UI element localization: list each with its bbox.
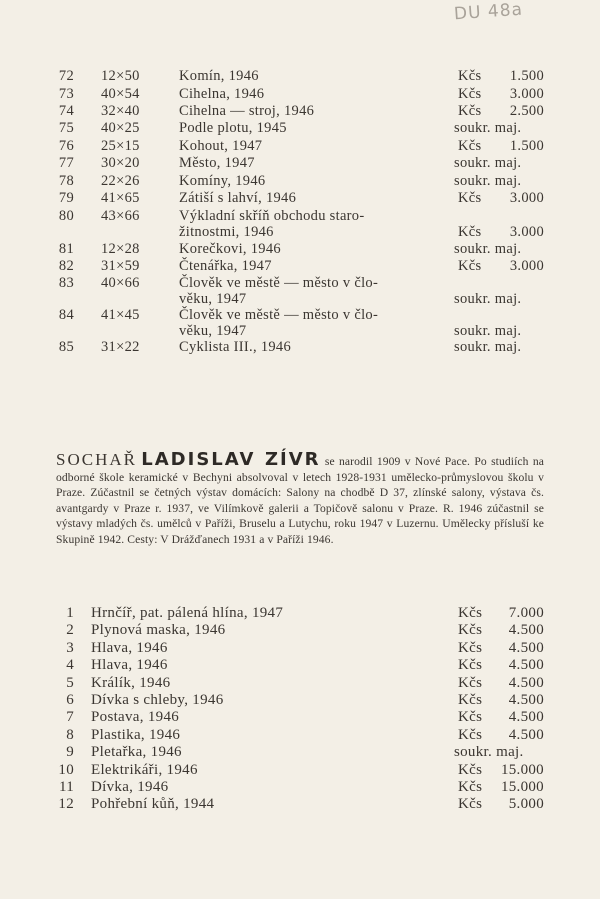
item-price: [458, 604, 544, 622]
item-number: 3: [66, 639, 74, 656]
price-currency: Kčs: [458, 138, 482, 154]
catalog-row: [0, 154, 600, 172]
item-number: 8: [66, 726, 74, 743]
price-amount: 1.500: [509, 68, 544, 84]
item-title: Dívka, 1946: [91, 779, 169, 795]
item-dimensions: 12×50: [101, 68, 140, 84]
item-title: Město, 1947: [179, 155, 255, 171]
catalog-row: [0, 674, 600, 692]
price-currency: Kčs: [458, 86, 482, 102]
item-owner: soukr. maj.: [454, 155, 522, 171]
item-number: 7: [66, 709, 74, 726]
item-dimensions: 40×66: [101, 275, 140, 291]
price-currency: Kčs: [458, 224, 482, 240]
price-amount: 15.000: [500, 761, 544, 778]
item-title: Plynová maska, 1946: [91, 622, 226, 639]
item-price: [458, 691, 544, 709]
item-dimensions: 40×25: [101, 120, 140, 136]
item-title: Králík, 1946: [91, 674, 171, 691]
catalog-row: [0, 137, 600, 155]
item-owner: soukr. maj.: [454, 241, 522, 257]
item-title: Podle plotu, 1945: [179, 120, 287, 136]
catalog-row: [0, 172, 600, 190]
item-title: Hlava, 1946: [91, 639, 168, 656]
item-title: Pohřební kůň, 1944: [91, 796, 215, 813]
price-currency: Kčs: [458, 692, 483, 708]
item-dimensions: 32×40: [101, 103, 140, 119]
item-title: Dívka s chleby, 1946: [91, 692, 224, 708]
item-title: Plastika, 1946: [91, 726, 181, 743]
item-number: 82: [58, 258, 74, 274]
price-amount: 4.500: [508, 726, 544, 743]
item-price: [458, 85, 544, 103]
handwritten-archive-note: DU 48a: [453, 0, 524, 25]
item-title: Elektrikáři, 1946: [91, 761, 198, 778]
item-price: [458, 189, 544, 207]
catalog-row: [0, 708, 600, 726]
price-currency: Kčs: [458, 190, 482, 206]
item-title: Hlava, 1946: [91, 657, 168, 674]
item-price: [458, 67, 544, 85]
item-number: 84: [58, 307, 74, 323]
price-currency: Kčs: [458, 605, 483, 621]
item-price: [458, 102, 544, 120]
item-title-continued: věku, 1947: [179, 291, 247, 307]
item-title: Hrnčíř, pat. pálená hlína, 1947: [91, 605, 284, 621]
price-amount: 15.000: [500, 779, 544, 795]
item-owner: soukr. maj.: [454, 291, 522, 307]
price-currency: Kčs: [458, 726, 483, 743]
item-title: Cyklista III., 1946: [179, 339, 292, 355]
catalog-row: [0, 795, 600, 813]
item-number: 81: [58, 241, 74, 257]
item-price: [458, 621, 544, 639]
item-number: 9: [66, 744, 74, 761]
item-dimensions: 31×22: [101, 339, 140, 355]
item-price: [458, 656, 544, 674]
price-amount: 4.500: [508, 657, 544, 674]
price-currency: Kčs: [458, 639, 483, 656]
item-price: [458, 137, 544, 155]
catalog-row: [0, 639, 600, 657]
price-currency: Kčs: [458, 258, 482, 274]
catalog-row: [0, 274, 600, 307]
item-number: 12: [58, 796, 74, 813]
catalog-row: [0, 85, 600, 103]
item-number: 75: [58, 120, 74, 136]
catalog-row: [0, 726, 600, 744]
item-title: Výkladní skříň obchodu staro-: [179, 208, 365, 224]
catalog-row: [0, 743, 600, 761]
catalog-row: [0, 338, 600, 356]
item-owner: soukr. maj.: [454, 120, 522, 136]
bio-lead: SOCHAŘ: [56, 450, 137, 469]
item-title: Korečkovi, 1946: [179, 241, 281, 257]
item-title: Člověk ve městě — město v člo-: [179, 275, 379, 291]
item-number: 10: [58, 761, 74, 778]
price-currency: Kčs: [458, 657, 483, 674]
item-title-continued: žitnostmi, 1946: [179, 224, 274, 240]
item-title: Cihelna — stroj, 1946: [179, 103, 315, 119]
price-currency: Kčs: [458, 761, 483, 778]
price-currency: Kčs: [458, 68, 482, 84]
item-number: 79: [58, 190, 74, 206]
catalog-row: [0, 604, 600, 622]
catalog-row: [0, 761, 600, 779]
price-currency: Kčs: [458, 674, 483, 691]
item-number: 74: [58, 103, 74, 119]
price-amount: 1.500: [509, 138, 544, 154]
catalog-row: [0, 621, 600, 639]
item-dimensions: 43×66: [101, 208, 140, 224]
catalog-row: [0, 778, 600, 796]
catalog-row: [0, 257, 600, 275]
item-title: Cihelna, 1946: [179, 86, 265, 102]
item-number: 1: [66, 605, 74, 621]
price-amount: 4.500: [508, 709, 544, 726]
price-amount: 3.000: [509, 258, 544, 274]
item-title: Čtenářka, 1947: [179, 258, 272, 274]
price-currency: Kčs: [458, 622, 483, 639]
item-price: [458, 795, 544, 813]
sculptor-biography: [56, 449, 545, 547]
catalog-row: [0, 306, 600, 339]
item-dimensions: 30×20: [101, 155, 140, 171]
item-number: 85: [58, 339, 74, 355]
price-amount: 4.500: [508, 622, 544, 639]
item-price: [458, 674, 544, 692]
item-title: Postava, 1946: [91, 709, 180, 726]
item-title: Kohout, 1947: [179, 138, 263, 154]
price-amount: 5.000: [508, 796, 544, 813]
item-owner: soukr. maj.: [454, 323, 522, 339]
item-title: Zátiší s lahví, 1946: [179, 190, 297, 206]
item-number: 11: [58, 779, 74, 795]
item-dimensions: 40×54: [101, 86, 140, 102]
item-price: [458, 257, 544, 275]
catalog-row: [0, 207, 600, 240]
catalog-row: [0, 67, 600, 85]
item-owner: soukr. maj.: [454, 339, 522, 355]
catalog-row: [0, 240, 600, 258]
item-dimensions: 12×28: [101, 241, 140, 257]
price-amount: 7.000: [508, 605, 544, 621]
price-amount: 3.000: [509, 86, 544, 102]
price-amount: 3.000: [509, 190, 544, 206]
item-dimensions: 25×15: [101, 138, 140, 154]
item-owner: soukr. maj.: [454, 173, 522, 189]
item-dimensions: 41×65: [101, 190, 140, 206]
artist-name: LADISLAV ZÍVR: [141, 449, 321, 470]
item-price: [458, 726, 544, 744]
item-dimensions: 31×59: [101, 258, 140, 274]
item-price: [458, 223, 544, 241]
item-title: Člověk ve městě — město v člo-: [179, 307, 379, 323]
price-amount: 4.500: [508, 674, 544, 691]
price-amount: 2.500: [509, 103, 544, 119]
item-number: 77: [58, 155, 74, 171]
catalog-row: [0, 189, 600, 207]
price-currency: Kčs: [458, 779, 483, 795]
item-dimensions: 22×26: [101, 173, 140, 189]
item-title: Pletařka, 1946: [91, 744, 182, 761]
item-title-continued: věku, 1947: [179, 323, 247, 339]
item-number: 73: [58, 86, 74, 102]
price-currency: Kčs: [458, 709, 483, 726]
item-price: [458, 778, 544, 796]
item-title: Komín, 1946: [179, 68, 259, 84]
catalog-row: [0, 691, 600, 709]
item-dimensions: 41×45: [101, 307, 140, 323]
item-number: 6: [66, 692, 74, 708]
price-amount: 4.500: [508, 692, 544, 708]
item-number: 78: [58, 173, 74, 189]
catalog-row: [0, 102, 600, 120]
item-owner: soukr. maj.: [454, 744, 524, 761]
item-number: 80: [58, 208, 74, 224]
item-title: Komíny, 1946: [179, 173, 266, 189]
price-amount: 3.000: [509, 224, 544, 240]
item-number: 4: [66, 657, 74, 674]
catalog-row: [0, 656, 600, 674]
item-number: 76: [58, 138, 74, 154]
price-currency: Kčs: [458, 796, 483, 813]
item-number: 2: [66, 622, 74, 639]
price-amount: 4.500: [508, 639, 544, 656]
catalog-row: [0, 119, 600, 137]
item-price: [458, 708, 544, 726]
item-price: [458, 761, 544, 779]
bio-text: se narodil 1909 v Nové Pace. Po studiích na odborné škole keramické v Bechyni absolvoval v letech 1928-1931 umělecko-průmyslovou školu v Praze. Zúčastnil se četných výstav domácích: Salony na chodbě D 37, zlínské salony, výstava čs. avantgardy v Praze r. 1937, ve Vilímkově galerii a Topičově salonu v Praze. R. 1946 zúčastnil se výstavy mladých čs. umělců v Paříži, Bruselu a Lutychu, roku 1947 v Luzernu. Umělecky přísluší ke Skupině 1942. Cesty: V Drážďanech 1931 a v Paříži 1946.: [56, 455, 545, 546]
item-number: 83: [58, 275, 74, 291]
item-price: [458, 639, 544, 657]
item-number: 5: [66, 674, 74, 691]
price-currency: Kčs: [458, 103, 482, 119]
item-number: 72: [58, 68, 74, 84]
